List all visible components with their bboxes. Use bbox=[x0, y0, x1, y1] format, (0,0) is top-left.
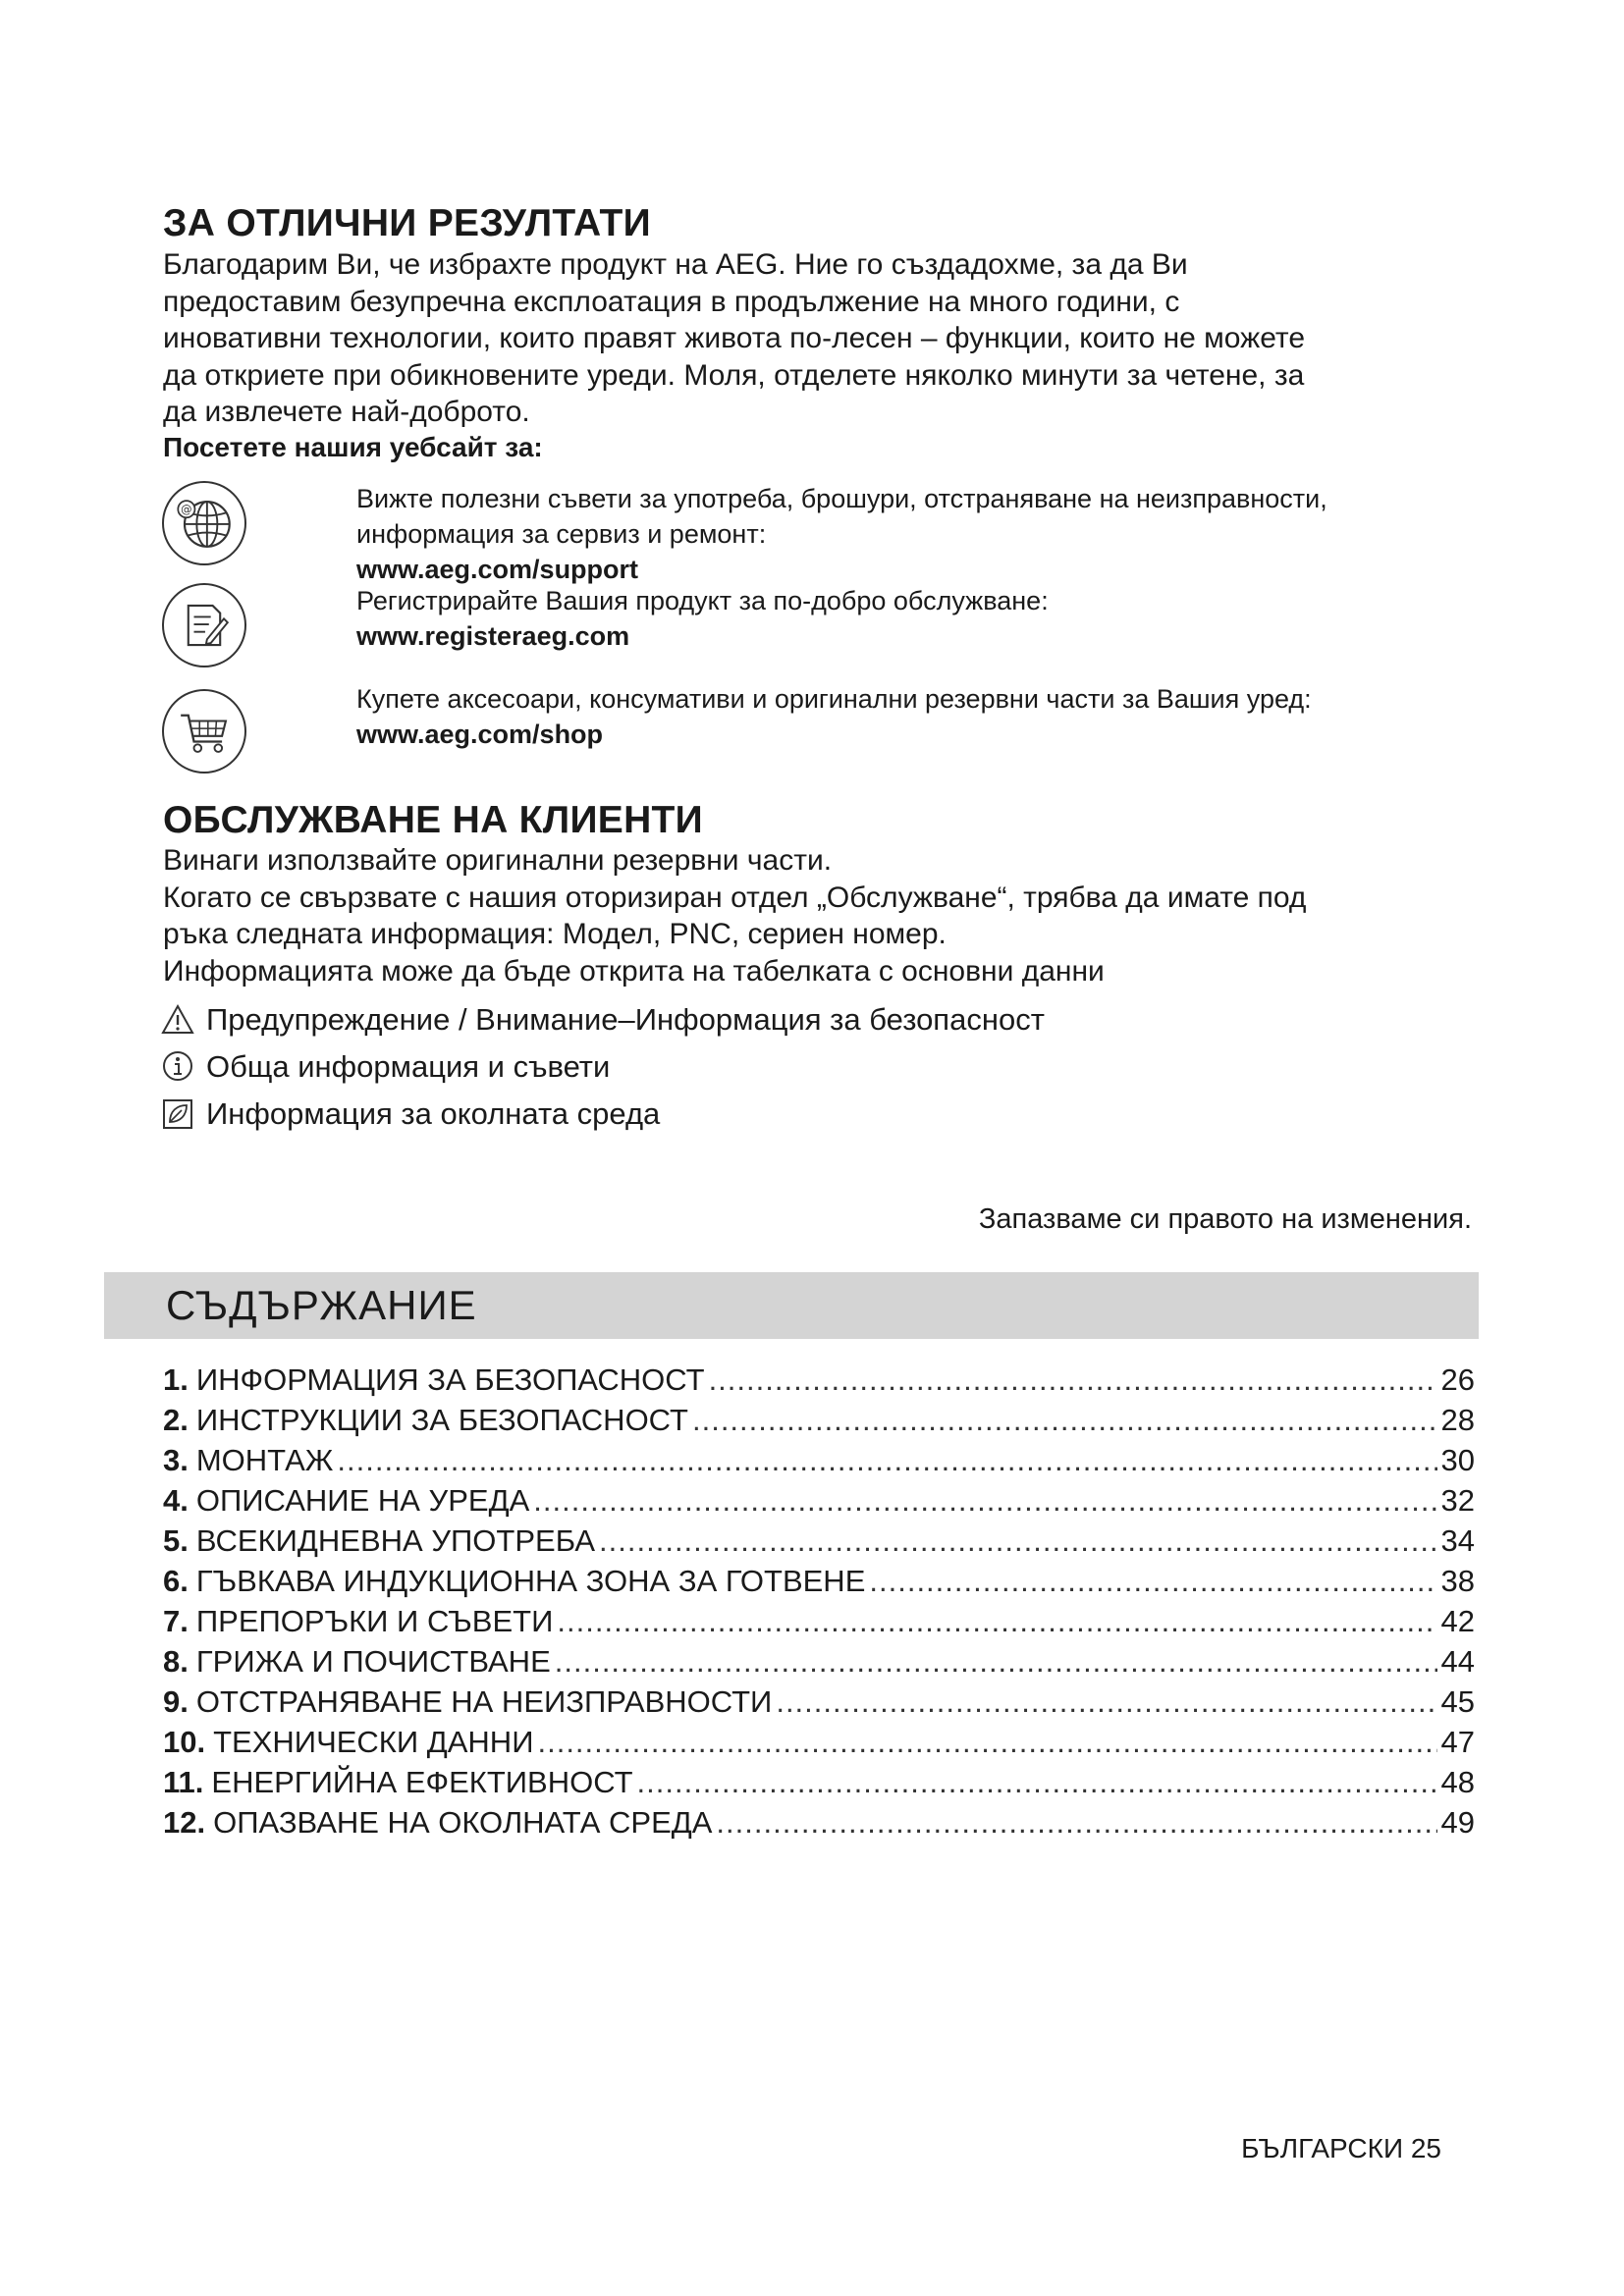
toc-item-number: 3. bbox=[163, 1443, 189, 1477]
toc-item-page: 38 bbox=[1440, 1564, 1475, 1598]
toc-item-label: ГЪВКАВА ИНДУКЦИОННА ЗОНА ЗА ГОТВЕНЕ bbox=[195, 1564, 866, 1598]
toc-item[interactable] bbox=[163, 1765, 1475, 1805]
toc-item-number: 12. bbox=[163, 1805, 206, 1840]
toc-item-page: 45 bbox=[1440, 1684, 1475, 1719]
results-intro bbox=[163, 246, 1305, 431]
toc-item-number: 11. bbox=[163, 1765, 204, 1799]
toc-item-number: 2. bbox=[163, 1403, 189, 1437]
toc-item[interactable] bbox=[163, 1684, 1475, 1725]
support-block bbox=[356, 481, 1327, 587]
toc-header-band bbox=[104, 1272, 1479, 1339]
toc-item[interactable] bbox=[163, 1805, 1475, 1845]
results-title: ЗА ОТЛИЧНИ РЕЗУЛТАТИ bbox=[163, 202, 652, 244]
toc-dot-leader bbox=[709, 1362, 1437, 1398]
service-title: ОБСЛУЖВАНЕ НА КЛИЕНТИ bbox=[163, 799, 704, 841]
toc-item[interactable] bbox=[163, 1725, 1475, 1765]
toc-item-label: ПРЕПОРЪКИ И СЪВЕТИ bbox=[195, 1604, 554, 1638]
toc-item-number: 4. bbox=[163, 1483, 189, 1518]
toc-item-label: ОТСТРАНЯВАНЕ НА НЕИЗПРАВНОСТИ bbox=[195, 1684, 773, 1719]
service-text bbox=[163, 842, 1306, 989]
service-line: Винаги използвайте оригинални резервни части. bbox=[163, 844, 833, 877]
toc-dot-leader bbox=[776, 1684, 1436, 1720]
toc-item-number: 6. bbox=[163, 1564, 189, 1598]
register-link[interactable]: www.registeraeg.com bbox=[356, 621, 630, 651]
info-icon bbox=[161, 1050, 194, 1084]
toc-item-page: 42 bbox=[1440, 1604, 1475, 1638]
shop-block bbox=[356, 681, 1312, 752]
shop-text: Купете аксесоари, консумативи и оригинални резервни части за Вашия уред: bbox=[356, 684, 1312, 714]
toc-item[interactable] bbox=[163, 1362, 1475, 1403]
shopping-cart-icon bbox=[162, 689, 246, 774]
toc-item-page: 49 bbox=[1440, 1805, 1475, 1840]
service-line: Когато се свързвате с нашия оторизиран отдел „Обслужване“, трябва да имате под bbox=[163, 881, 1307, 914]
toc-item-page: 32 bbox=[1440, 1483, 1475, 1518]
legend bbox=[161, 996, 1045, 1138]
toc-item[interactable] bbox=[163, 1564, 1475, 1604]
toc-item[interactable] bbox=[163, 1644, 1475, 1684]
service-line: Информацията може да бъде открита на табелката с основни данни bbox=[163, 954, 1105, 988]
toc-item-number: 8. bbox=[163, 1644, 189, 1679]
toc-item-label: ОПАЗВАНЕ НА ОКОЛНАТА СРЕДА bbox=[213, 1805, 713, 1840]
legend-warning bbox=[161, 996, 1045, 1043]
toc-item[interactable] bbox=[163, 1523, 1475, 1564]
toc-item-page: 47 bbox=[1440, 1725, 1475, 1759]
toc-item[interactable] bbox=[163, 1604, 1475, 1644]
toc-item[interactable] bbox=[163, 1443, 1475, 1483]
register-text: Регистрирайте Вашия продукт за по-добро обслужване: bbox=[356, 586, 1049, 615]
support-link[interactable]: www.aeg.com/support bbox=[356, 555, 639, 584]
shop-link[interactable]: www.aeg.com/shop bbox=[356, 720, 604, 749]
toc-item-number: 5. bbox=[163, 1523, 189, 1558]
intro-line: да извлечете най-доброто. bbox=[163, 396, 530, 428]
legend-warning-text: Предупреждение / Внимание–Информация за безопасност bbox=[206, 1002, 1045, 1037]
legend-info-text: Обща информация и съвети bbox=[206, 1049, 611, 1084]
warning-icon bbox=[161, 1003, 194, 1037]
toc-item-number: 10. bbox=[163, 1725, 206, 1759]
toc-item-number: 1. bbox=[163, 1362, 189, 1397]
intro-line: предоставим безупречна експлоатация в продължение на много години, с bbox=[163, 285, 1180, 318]
toc-item-number: 7. bbox=[163, 1604, 189, 1638]
toc-dot-leader bbox=[537, 1725, 1436, 1760]
toc-item[interactable] bbox=[163, 1403, 1475, 1443]
service-line: ръка следната информация: Модел, PNC, сериен номер. bbox=[163, 918, 947, 950]
toc-item-page: 34 bbox=[1440, 1523, 1475, 1558]
toc-item-label: ВСЕКИДНЕВНА УПОТРЕБА bbox=[195, 1523, 596, 1558]
toc-dot-leader bbox=[716, 1805, 1436, 1841]
svg-text:@: @ bbox=[181, 502, 192, 516]
toc-dot-leader bbox=[557, 1604, 1436, 1639]
document-edit-icon bbox=[162, 583, 246, 667]
toc-item-label: ИНСТРУКЦИИ ЗА БЕЗОПАСНОСТ bbox=[195, 1403, 688, 1437]
toc-title: СЪДЪРЖАНИЕ bbox=[166, 1282, 477, 1328]
legend-info bbox=[161, 1043, 1045, 1091]
toc-item-page: 28 bbox=[1440, 1403, 1475, 1437]
intro-line: иновативни технологии, които правят живота по-лесен – функции, които не можете bbox=[163, 322, 1305, 354]
toc-dot-leader bbox=[869, 1564, 1436, 1599]
globe-icon bbox=[162, 481, 246, 565]
toc-item-page: 44 bbox=[1440, 1644, 1475, 1679]
rights-notice: Запазваме си правото на изменения. bbox=[978, 1203, 1472, 1235]
table-of-contents bbox=[163, 1362, 1475, 1845]
toc-item-label: ИНФОРМАЦИЯ ЗА БЕЗОПАСНОСТ bbox=[195, 1362, 705, 1397]
page-footer: БЪЛГАРСКИ 25 bbox=[1241, 2133, 1441, 2163]
toc-dot-leader bbox=[637, 1765, 1437, 1800]
toc-item-page: 30 bbox=[1440, 1443, 1475, 1477]
visit-heading: Посетете нашия уебсайт за: bbox=[163, 432, 543, 462]
intro-line: Благодарим Ви, че избрахте продукт на AEG. Ние го създадохме, за да Ви bbox=[163, 248, 1188, 281]
support-text: Вижте полезни съвети за употреба, брошури, отстраняване на неизправности, bbox=[356, 484, 1327, 513]
legend-environment-text: Информация за околната среда bbox=[206, 1096, 661, 1131]
toc-item-label: ГРИЖА И ПОЧИСТВАНЕ bbox=[195, 1644, 551, 1679]
toc-dot-leader bbox=[599, 1523, 1436, 1559]
register-block bbox=[356, 583, 1049, 654]
toc-dot-leader bbox=[337, 1443, 1436, 1478]
toc-item-label: ОПИСАНИЕ НА УРЕДА bbox=[195, 1483, 530, 1518]
toc-dot-leader bbox=[555, 1644, 1437, 1680]
toc-dot-leader bbox=[692, 1403, 1437, 1438]
toc-item-label: ЕНЕРГИЙНА ЕФЕКТИВНОСТ bbox=[211, 1765, 633, 1799]
toc-item[interactable] bbox=[163, 1483, 1475, 1523]
toc-item-label: ТЕХНИЧЕСКИ ДАННИ bbox=[213, 1725, 534, 1759]
toc-dot-leader bbox=[533, 1483, 1436, 1519]
leaf-icon bbox=[161, 1097, 194, 1131]
legend-environment bbox=[161, 1091, 1045, 1138]
toc-item-label: МОНТАЖ bbox=[195, 1443, 334, 1477]
toc-item-page: 48 bbox=[1440, 1765, 1475, 1799]
toc-item-page: 26 bbox=[1440, 1362, 1475, 1397]
intro-line: да откриете при обикновените уреди. Моля, отделете няколко минути за четене, за bbox=[163, 358, 1305, 392]
toc-item-number: 9. bbox=[163, 1684, 189, 1719]
support-text: информация за сервиз и ремонт: bbox=[356, 519, 767, 549]
